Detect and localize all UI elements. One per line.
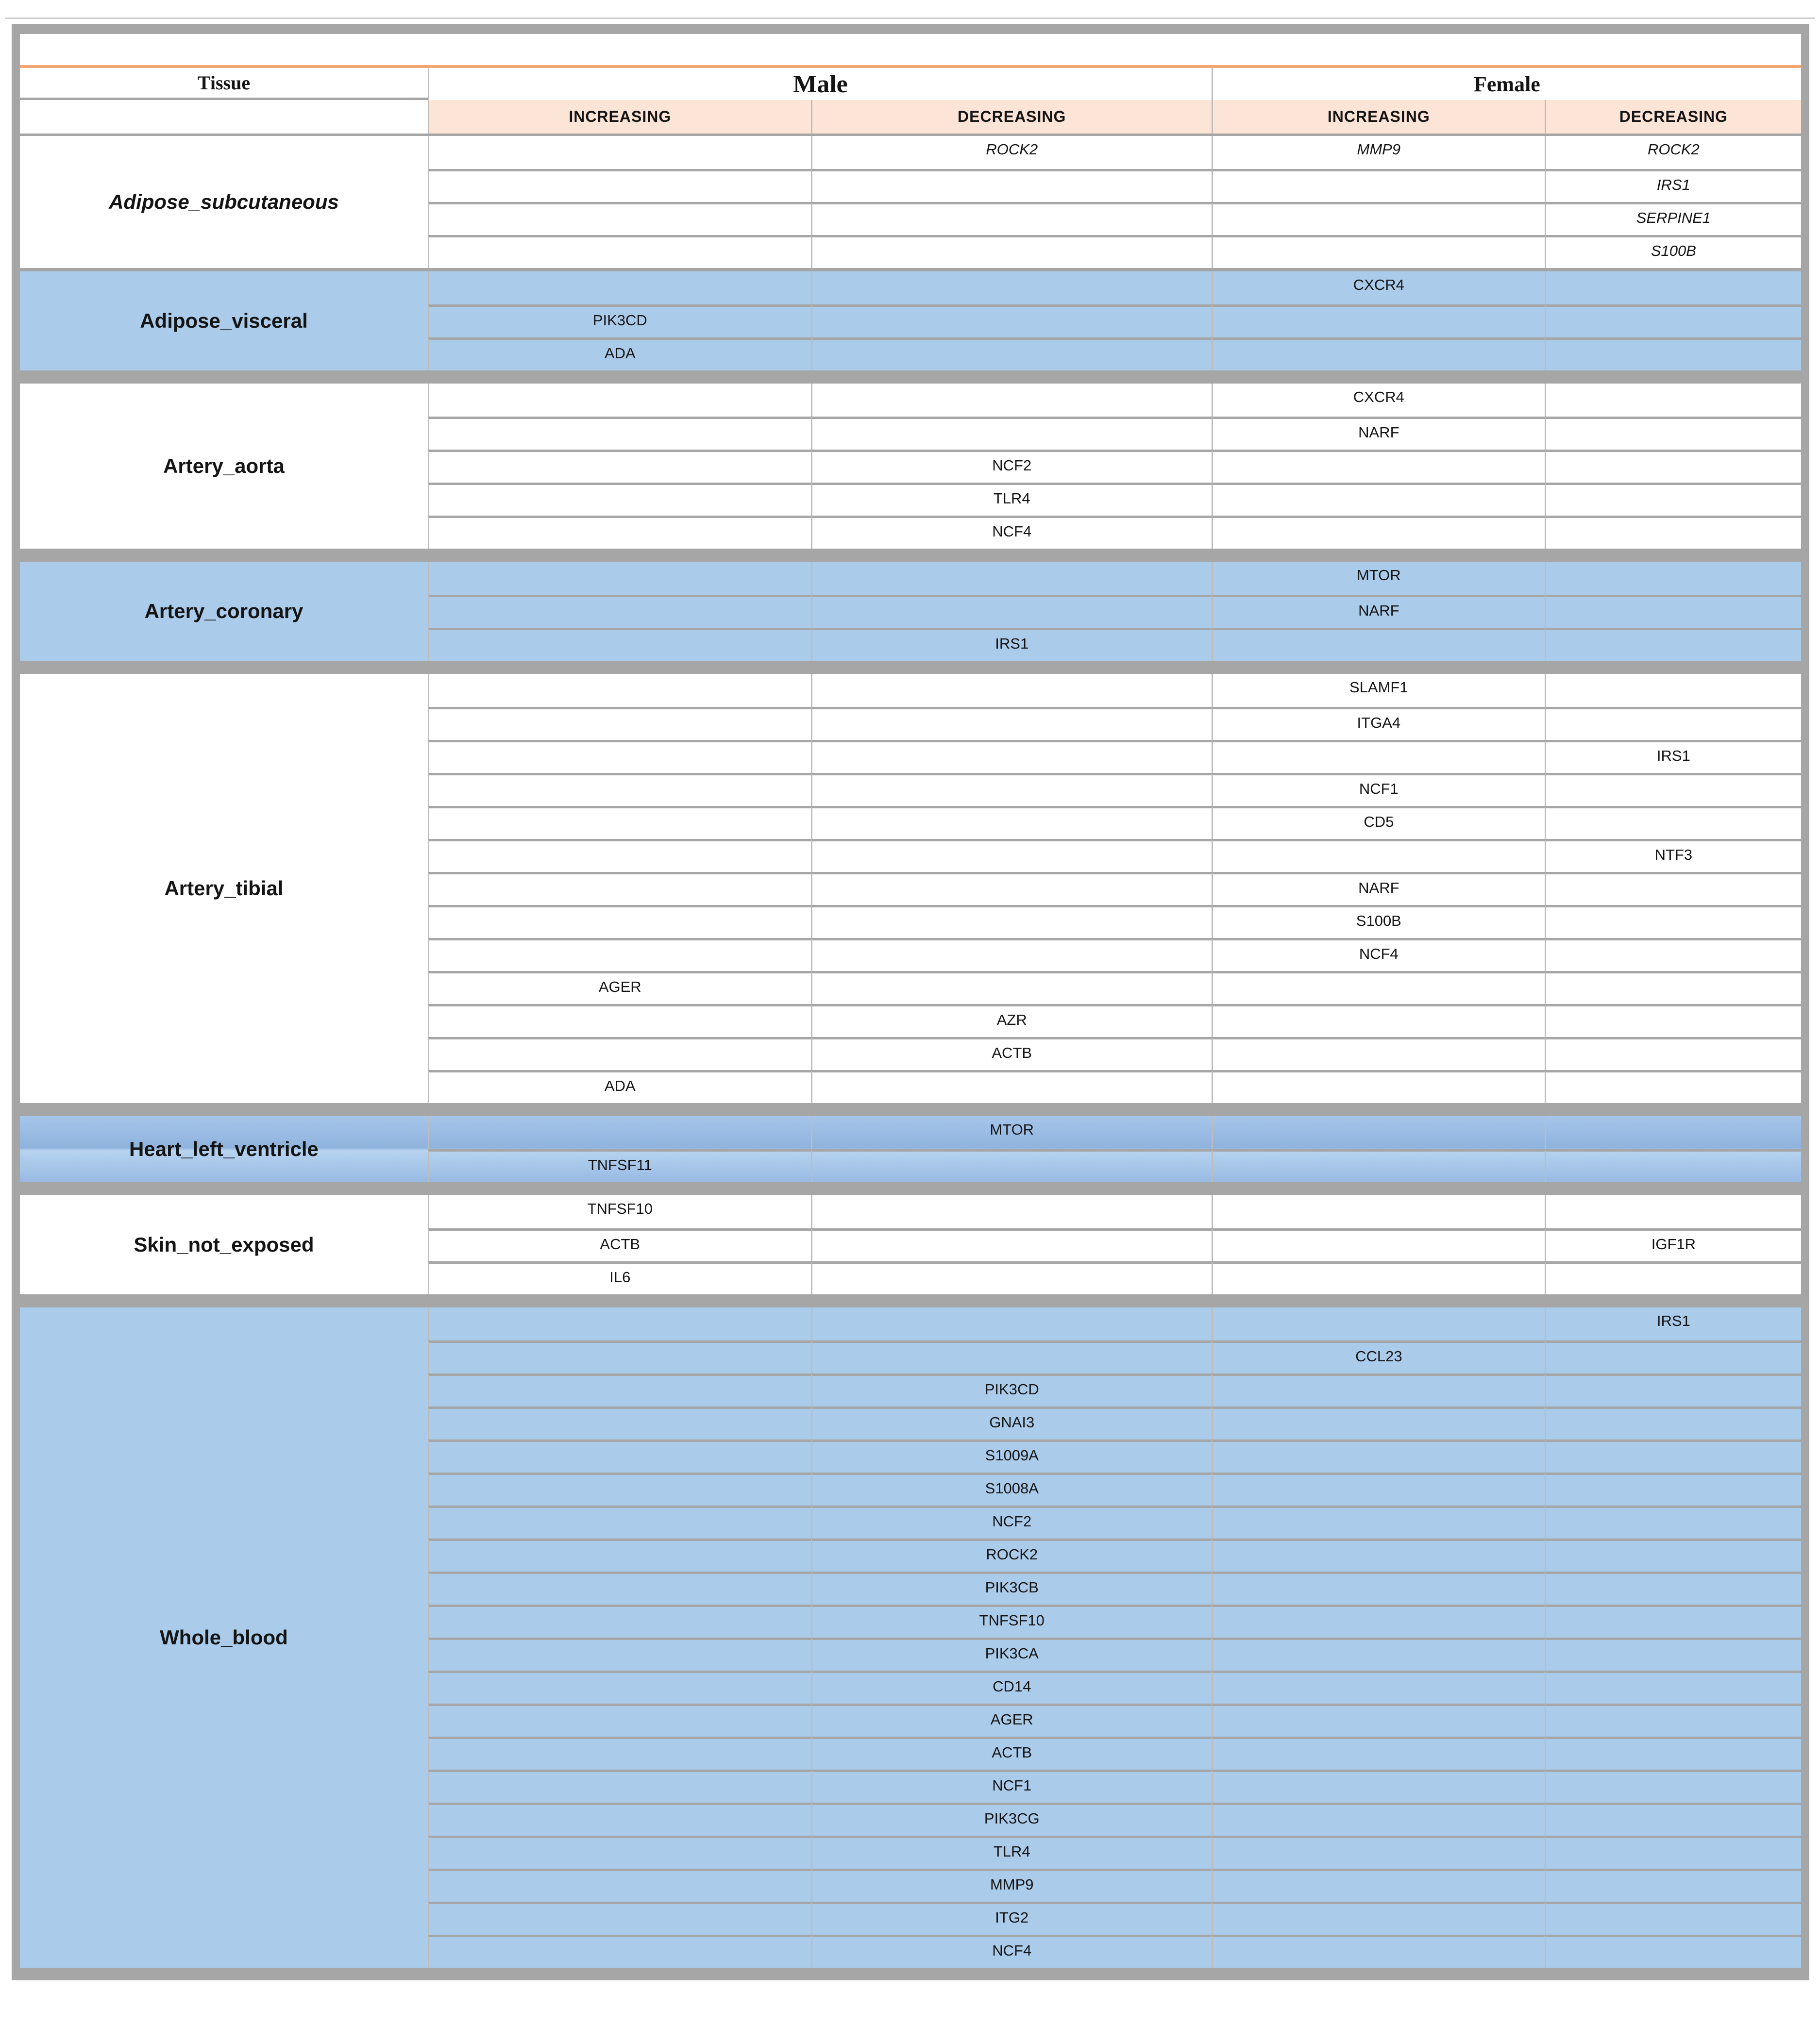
gene-cell-rock2: ROCK2: [1545, 136, 1801, 169]
tissue-label: Artery_coronary: [144, 600, 303, 622]
gene-cell-empty: [1212, 450, 1545, 483]
gene-cell-empty: [1212, 628, 1545, 661]
gene-cell-empty: [1212, 1406, 1545, 1439]
gene-cell-empty: [811, 740, 1212, 773]
gene-cell-empty: [1545, 516, 1801, 549]
gene-cell-empty: [428, 740, 811, 773]
gene-cell-empty: [428, 1473, 811, 1506]
gene-cell-mmp9: MMP9: [811, 1869, 1212, 1902]
gene-cell-empty: [1212, 1473, 1545, 1506]
gene-cell-empty: [428, 1539, 811, 1572]
group-heart_left_ventricle: [20, 1116, 1801, 1182]
gene-cell-empty: [1212, 1439, 1545, 1473]
gene-cell-empty: [811, 905, 1212, 938]
gene-cell-cxcr4: CXCR4: [1212, 384, 1545, 417]
gene-cell-empty: [811, 806, 1212, 839]
gene-cell-empty: [428, 1803, 811, 1836]
gene-cell-actb: ACTB: [811, 1737, 1212, 1770]
gene-cell-empty: [1545, 938, 1801, 971]
header-row-directions: [20, 100, 1801, 136]
gene-cell-empty: [428, 417, 811, 450]
gene-cell-empty: [428, 1116, 811, 1149]
gene-cell-empty: [811, 337, 1212, 370]
gene-cell-empty: [428, 674, 811, 707]
gene-cell-empty: [428, 806, 811, 839]
gene-cell-empty: [811, 773, 1212, 806]
gene-cell-empty: [1545, 1638, 1801, 1671]
tissue-label: Whole_blood: [160, 1626, 288, 1649]
gene-cell-igf1r: IGF1R: [1545, 1228, 1801, 1261]
gene-cell-ncf4: NCF4: [811, 1935, 1212, 1968]
gene-cell-empty: [428, 384, 811, 417]
gene-cell-empty: [428, 136, 811, 169]
gene-cell-empty: [1545, 1704, 1801, 1737]
gene-cell-ncf4: NCF4: [811, 516, 1212, 549]
gene-cell-empty: [1212, 202, 1545, 235]
gene-cell-ntf3: NTF3: [1545, 839, 1801, 872]
gene-cell-empty: [1545, 450, 1801, 483]
gene-cell-ada: ADA: [428, 1070, 811, 1103]
gene-cell-empty: [1212, 169, 1545, 202]
gene-cell-empty: [428, 1439, 811, 1473]
gene-cell-empty: [1545, 1836, 1801, 1869]
gene-cell-empty: [811, 839, 1212, 872]
gene-cell-empty: [811, 1340, 1212, 1373]
tissue-label: Artery_tibial: [164, 877, 284, 900]
gene-cell-empty: [811, 1228, 1212, 1261]
group-whole_blood: [20, 1307, 1801, 1968]
gene-cell-empty: [1545, 628, 1801, 661]
group-adipose_visceral: [20, 271, 1801, 370]
gene-cell-narf: NARF: [1212, 595, 1545, 628]
gene-cell-empty: [428, 1373, 811, 1406]
gene-cell-empty: [1212, 1803, 1545, 1836]
gene-cell-ada: ADA: [428, 337, 811, 370]
gene-cell-empty: [1545, 595, 1801, 628]
gene-cell-empty: [1212, 304, 1545, 337]
gene-cell-empty: [428, 1671, 811, 1704]
gene-cell-empty: [811, 1149, 1212, 1182]
header-male-decreasing: DECREASING: [811, 100, 1212, 134]
group-artery_coronary: [20, 562, 1801, 661]
gene-cell-empty: [1545, 1506, 1801, 1539]
gene-cell-tnfsf10: TNFSF10: [811, 1605, 1212, 1638]
gene-cell-empty: [428, 235, 811, 268]
gene-cell-narf: NARF: [1212, 872, 1545, 905]
gene-cell-itga4: ITGA4: [1212, 707, 1545, 740]
gene-cell-empty: [428, 169, 811, 202]
gene-cell-empty: [1545, 1539, 1801, 1572]
gene-cell-empty: [428, 562, 811, 595]
gene-cell-empty: [811, 674, 1212, 707]
gene-cell-empty: [428, 1605, 811, 1638]
group-adipose_subcutaneous: [20, 136, 1801, 268]
tissue-label: Artery_aorta: [163, 454, 285, 477]
gene-cell-empty: [1545, 1935, 1801, 1968]
groups-container: [20, 136, 1801, 1968]
gene-cell-empty: [1212, 1195, 1545, 1228]
gene-cell-empty: [1545, 905, 1801, 938]
gene-cell-empty: [428, 1340, 811, 1373]
gene-cell-ager: AGER: [811, 1704, 1212, 1737]
gene-cell-empty: [1545, 1737, 1801, 1770]
gene-cell-irs1: IRS1: [811, 628, 1212, 661]
gene-cell-empty: [1545, 1037, 1801, 1070]
gene-cell-empty: [1545, 1116, 1801, 1149]
group-separator: [20, 1182, 1801, 1195]
gene-cell-empty: [811, 938, 1212, 971]
gene-cell-empty: [1545, 1902, 1801, 1935]
gene-cell-empty: [1212, 1037, 1545, 1070]
gene-cell-empty: [1212, 1506, 1545, 1539]
tissue-label: Adipose_subcutaneous: [109, 190, 339, 213]
gene-cell-empty: [1545, 1605, 1801, 1638]
header-empty-cell: [20, 100, 428, 134]
gene-cell-empty: [1212, 516, 1545, 549]
gene-cell-empty: [428, 1935, 811, 1968]
gene-cell-empty: [1212, 1539, 1545, 1572]
gene-cell-empty: [1212, 1935, 1545, 1968]
gene-cell-empty: [811, 1070, 1212, 1103]
gene-cell-empty: [1545, 1373, 1801, 1406]
gene-cell-empty: [1545, 1149, 1801, 1182]
gene-cell-empty: [811, 235, 1212, 268]
top-hairline: [5, 17, 1815, 19]
gene-cell-empty: [1212, 1070, 1545, 1103]
header-row-groups: [20, 68, 1801, 100]
gene-cell-empty: [1212, 1869, 1545, 1902]
gene-cell-s100b: S100B: [1545, 235, 1801, 268]
gene-cell-pik3cd: PIK3CD: [428, 304, 811, 337]
gene-cell-empty: [811, 202, 1212, 235]
gene-cell-s1009a: S1009A: [811, 1439, 1212, 1473]
gene-cell-empty: [1212, 483, 1545, 516]
gene-cell-empty: [428, 595, 811, 628]
gene-cell-actb: ACTB: [428, 1228, 811, 1261]
gene-cell-empty: [1545, 872, 1801, 905]
gene-cell-empty: [1212, 1704, 1545, 1737]
group-artery_tibial: [20, 674, 1801, 1103]
gene-cell-empty: [428, 1572, 811, 1605]
gene-cell-mmp9: MMP9: [1212, 136, 1545, 169]
gene-cell-empty: [811, 562, 1212, 595]
gene-cell-empty: [811, 271, 1212, 304]
group-artery_aorta: [20, 384, 1801, 549]
gene-cell-tnfsf10: TNFSF10: [428, 1195, 811, 1228]
gene-cell-empty: [1545, 1195, 1801, 1228]
gene-cell-empty: [428, 905, 811, 938]
gene-cell-empty: [1545, 806, 1801, 839]
gene-cell-serpine1: SERPINE1: [1545, 202, 1801, 235]
gene-cell-s1008a: S1008A: [811, 1473, 1212, 1506]
gene-cell-empty: [1545, 483, 1801, 516]
gene-cell-empty: [1545, 562, 1801, 595]
gene-cell-irs1: IRS1: [1545, 169, 1801, 202]
gene-cell-empty: [1545, 971, 1801, 1004]
gene-cell-pik3cd: PIK3CD: [811, 1373, 1212, 1406]
gene-cell-empty: [428, 450, 811, 483]
gene-cell-empty: [811, 707, 1212, 740]
gene-cell-empty: [428, 516, 811, 549]
gene-cell-empty: [811, 595, 1212, 628]
gene-cell-empty: [1545, 674, 1801, 707]
gene-cell-s100b: S100B: [1212, 905, 1545, 938]
gene-cell-empty: [1212, 1228, 1545, 1261]
group-separator: [20, 661, 1801, 674]
gene-cell-empty: [1545, 707, 1801, 740]
gene-cell-tlr4: TLR4: [811, 1836, 1212, 1869]
gene-cell-empty: [1212, 1836, 1545, 1869]
gene-cell-empty: [1212, 1004, 1545, 1037]
header-tissue: Tissue: [20, 68, 428, 100]
gene-cell-empty: [811, 304, 1212, 337]
gene-cell-azr: AZR: [811, 1004, 1212, 1037]
gene-cell-empty: [1545, 337, 1801, 370]
gene-cell-pik3cb: PIK3CB: [811, 1572, 1212, 1605]
gene-cell-empty: [1212, 1572, 1545, 1605]
gene-cell-cd5: CD5: [1212, 806, 1545, 839]
gene-cell-il6: IL6: [428, 1261, 811, 1294]
tissue-gene-table-page: [0, 17, 1820, 2025]
tissue-label: Heart_left_ventricle: [129, 1138, 319, 1160]
gene-cell-pik3cg: PIK3CG: [811, 1803, 1212, 1836]
gene-cell-empty: [1212, 1261, 1545, 1294]
gene-cell-empty: [428, 1004, 811, 1037]
gene-cell-empty: [428, 773, 811, 806]
gene-cell-empty: [1545, 1261, 1801, 1294]
group-skin_not_exposed: [20, 1195, 1801, 1294]
header-female: Female: [1212, 68, 1801, 100]
gene-cell-empty: [428, 1836, 811, 1869]
gene-cell-empty: [428, 1737, 811, 1770]
gene-cell-empty: [811, 1195, 1212, 1228]
gene-cell-empty: [428, 1869, 811, 1902]
gene-cell-mtor: MTOR: [1212, 562, 1545, 595]
gene-cell-empty: [1212, 1737, 1545, 1770]
gene-cell-empty: [1212, 740, 1545, 773]
gene-cell-empty: [428, 1770, 811, 1803]
gene-cell-empty: [428, 1704, 811, 1737]
gene-cell-empty: [1545, 304, 1801, 337]
gene-cell-ncf4: NCF4: [1212, 938, 1545, 971]
group-separator: [20, 268, 1801, 271]
gene-cell-empty: [428, 1307, 811, 1340]
gene-cell-itg2: ITG2: [811, 1902, 1212, 1935]
gene-cell-empty: [1212, 1307, 1545, 1340]
gene-cell-empty: [1545, 417, 1801, 450]
gene-cell-empty: [428, 938, 811, 971]
group-separator: [20, 549, 1801, 562]
gene-cell-empty: [1212, 337, 1545, 370]
gene-cell-empty: [428, 628, 811, 661]
gene-cell-empty: [1545, 271, 1801, 304]
gene-cell-mtor: MTOR: [811, 1116, 1212, 1149]
gene-cell-actb: ACTB: [811, 1037, 1212, 1070]
gene-cell-narf: NARF: [1212, 417, 1545, 450]
gene-cell-irs1: IRS1: [1545, 1307, 1801, 1340]
gene-cell-empty: [811, 417, 1212, 450]
header-male-increasing: INCREASING: [428, 100, 811, 134]
gene-cell-empty: [428, 1506, 811, 1539]
gene-cell-cxcr4: CXCR4: [1212, 271, 1545, 304]
gene-cell-empty: [428, 202, 811, 235]
gene-cell-empty: [811, 971, 1212, 1004]
gene-cell-empty: [1212, 1373, 1545, 1406]
gene-cell-rock2: ROCK2: [811, 136, 1212, 169]
gene-cell-ncf1: NCF1: [811, 1770, 1212, 1803]
gene-cell-empty: [811, 1307, 1212, 1340]
gene-cell-empty: [428, 1406, 811, 1439]
table-frame: [12, 24, 1809, 1980]
gene-cell-empty: [811, 169, 1212, 202]
header-female-decreasing: DECREASING: [1545, 100, 1801, 134]
gene-cell-empty: [811, 384, 1212, 417]
gene-cell-empty: [1545, 384, 1801, 417]
gene-cell-empty: [1212, 1116, 1545, 1149]
gene-cell-empty: [1545, 1406, 1801, 1439]
tissue-label: Skin_not_exposed: [134, 1233, 314, 1256]
gene-cell-empty: [1212, 1902, 1545, 1935]
gene-cell-empty: [1545, 1340, 1801, 1373]
gene-cell-empty: [1545, 1572, 1801, 1605]
gene-cell-ncf2: NCF2: [811, 1506, 1212, 1539]
gene-cell-irs1: IRS1: [1545, 740, 1801, 773]
gene-cell-empty: [428, 1037, 811, 1070]
gene-cell-empty: [1212, 1671, 1545, 1704]
gene-cell-empty: [1212, 1770, 1545, 1803]
gene-cell-gnai3: GNAI3: [811, 1406, 1212, 1439]
gene-cell-ncf1: NCF1: [1212, 773, 1545, 806]
gene-cell-empty: [811, 872, 1212, 905]
gene-cell-ncf2: NCF2: [811, 450, 1212, 483]
gene-cell-rock2: ROCK2: [811, 1539, 1212, 1572]
gene-cell-empty: [428, 1902, 811, 1935]
group-separator: [20, 1103, 1801, 1116]
gene-cell-empty: [428, 1638, 811, 1671]
gene-cell-ager: AGER: [428, 971, 811, 1004]
gene-cell-empty: [428, 483, 811, 516]
gene-cell-pik3ca: PIK3CA: [811, 1638, 1212, 1671]
gene-cell-empty: [1212, 971, 1545, 1004]
gene-cell-empty: [1212, 235, 1545, 268]
gene-cell-empty: [1212, 1605, 1545, 1638]
gene-cell-empty: [1545, 1070, 1801, 1103]
header-female-increasing: INCREASING: [1212, 100, 1545, 134]
gene-cell-empty: [1545, 1803, 1801, 1836]
gene-cell-empty: [1545, 1869, 1801, 1902]
tissue-label: Adipose_visceral: [140, 309, 308, 332]
group-separator: [20, 1294, 1801, 1307]
gene-cell-empty: [428, 872, 811, 905]
top-spacer-row: [20, 34, 1801, 65]
gene-cell-slamf1: SLAMF1: [1212, 674, 1545, 707]
gene-cell-empty: [1212, 839, 1545, 872]
gene-cell-empty: [1545, 1004, 1801, 1037]
header-male: Male: [428, 68, 1212, 100]
gene-cell-empty: [428, 707, 811, 740]
gene-cell-empty: [1545, 773, 1801, 806]
gene-cell-empty: [428, 271, 811, 304]
gene-cell-empty: [1545, 1473, 1801, 1506]
gene-cell-ccl23: CCL23: [1212, 1340, 1545, 1373]
gene-cell-empty: [811, 1261, 1212, 1294]
gene-cell-empty: [1545, 1770, 1801, 1803]
gene-cell-empty: [428, 839, 811, 872]
gene-cell-tlr4: TLR4: [811, 483, 1212, 516]
group-separator: [20, 370, 1801, 384]
gene-cell-empty: [1545, 1671, 1801, 1704]
gene-cell-empty: [1212, 1149, 1545, 1182]
gene-cell-empty: [1545, 1439, 1801, 1473]
gene-cell-empty: [1212, 1638, 1545, 1671]
gene-cell-tnfsf11: TNFSF11: [428, 1149, 811, 1182]
gene-cell-cd14: CD14: [811, 1671, 1212, 1704]
